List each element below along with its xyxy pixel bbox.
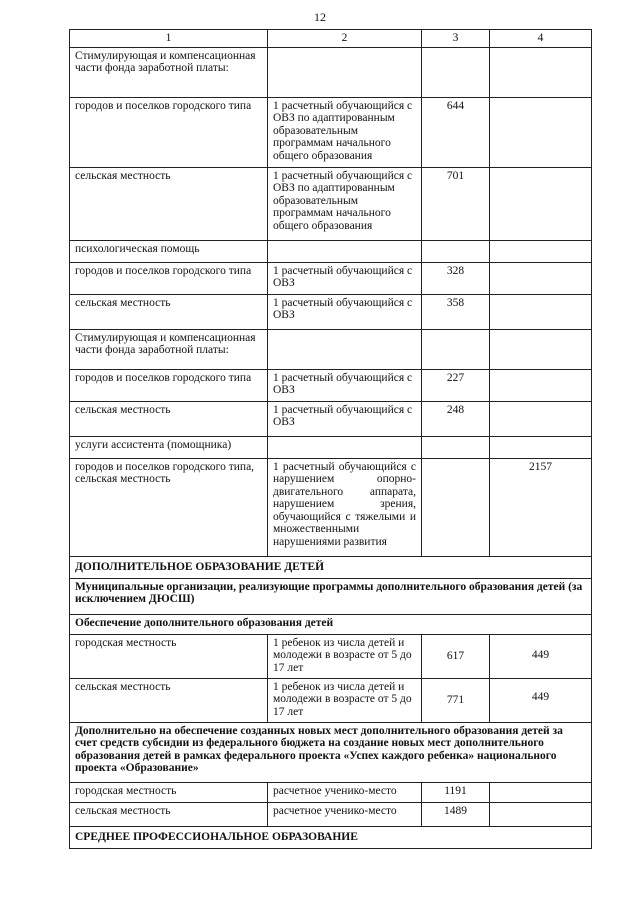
row-value-col3: 644	[422, 97, 490, 167]
row-label: городов и поселков городского типа, сельская местность	[70, 458, 268, 556]
section-row	[70, 556, 592, 578]
row-unit	[268, 47, 422, 97]
row-value-col4	[490, 47, 592, 97]
row-value-col4	[490, 97, 592, 167]
row-label: городская местность	[70, 782, 268, 802]
subsection-row	[70, 578, 592, 614]
row-unit: 1 расчетный обучающийся с ОВЗ	[268, 262, 422, 294]
row-label: городов и поселков городского типа	[70, 369, 268, 401]
row-label: городов и поселков городского типа	[70, 97, 268, 167]
row-value-col4	[490, 802, 592, 826]
row-value-col4	[490, 369, 592, 401]
row-unit: 1 расчетный обучающийся с ОВЗ по адаптированным образовательным программам начального общего образования	[268, 97, 422, 167]
row-label: Стимулирующая и компенсационная части фонда заработной платы:	[70, 329, 268, 369]
row-unit: 1 расчетный обучающийся с ОВЗ по адаптированным образовательным программам начального общего образования	[268, 167, 422, 240]
row-value-col3: 358	[422, 294, 490, 329]
row-value-col4	[490, 782, 592, 802]
tariff-table	[69, 29, 592, 849]
table-row	[70, 262, 592, 294]
row-label: городская местность	[70, 634, 268, 678]
subsection-row	[70, 722, 592, 782]
table-row	[70, 329, 592, 369]
row-label: Стимулирующая и компенсационная части фонда заработной платы:	[70, 47, 268, 97]
table-row	[70, 47, 592, 97]
table-row	[70, 240, 592, 262]
row-value-col4	[490, 329, 592, 369]
subsection-heading: Обеспечение дополнительного образования детей	[70, 614, 592, 634]
row-value-col4	[490, 436, 592, 458]
row-unit: расчетное ученико-место	[268, 782, 422, 802]
row-unit	[268, 329, 422, 369]
row-label: сельская местность	[70, 678, 268, 722]
page-number: 12	[314, 10, 326, 24]
row-value-col3: 1191	[422, 782, 490, 802]
section-heading: ДОПОЛНИТЕЛЬНОЕ ОБРАЗОВАНИЕ ДЕТЕЙ	[70, 556, 592, 578]
column-number-header	[70, 30, 592, 48]
table-row	[70, 782, 592, 802]
row-value-col4	[490, 167, 592, 240]
row-unit: 1 расчетный обучающийся с нарушением опорно-двигательного аппарата, нарушением зрения, обучающийся с тяжелыми и множественными нарушениями развития	[268, 458, 422, 556]
table-row	[70, 294, 592, 329]
row-label: сельская местность	[70, 401, 268, 436]
row-unit	[268, 240, 422, 262]
row-value-col4	[490, 262, 592, 294]
row-value-col4	[490, 294, 592, 329]
row-unit: 1 ребенок из числа детей и молодежи в возрасте от 5 до 17 лет	[268, 678, 422, 722]
column-header-3: 3	[422, 30, 490, 48]
row-value-col3	[422, 458, 490, 556]
row-unit: 1 расчетный обучающийся с ОВЗ	[268, 401, 422, 436]
row-unit: расчетное ученико-место	[268, 802, 422, 826]
row-label: услуги ассистента (помощника)	[70, 436, 268, 458]
row-label: городов и поселков городского типа	[70, 262, 268, 294]
row-value-col3: 227	[422, 369, 490, 401]
row-value-col3: 771	[422, 678, 490, 722]
subsection-heading: Дополнительно на обеспечение созданных новых мест дополнительного образования детей за счет средств субсидии из федерального бюджета на создание новых мест дополнительного образования детей в рамках федерального проекта «Успех каждого ребенка» национального проекта «Образование»	[70, 722, 592, 782]
row-label: психологическая помощь	[70, 240, 268, 262]
row-value-col4	[490, 240, 592, 262]
section-row	[70, 826, 592, 848]
row-value-col3: 1489	[422, 802, 490, 826]
table-row	[70, 802, 592, 826]
row-value-col4: 449	[490, 634, 592, 678]
row-label: сельская местность	[70, 294, 268, 329]
row-value-col3: 328	[422, 262, 490, 294]
row-value-col3	[422, 240, 490, 262]
subsection-heading: Муниципальные организации, реализующие программы дополнительного образования детей (за исключением ДЮСШ)	[70, 578, 592, 614]
row-value-col4: 449	[490, 678, 592, 722]
row-value-col3: 701	[422, 167, 490, 240]
row-value-col3	[422, 47, 490, 97]
row-unit	[268, 436, 422, 458]
table-row	[70, 458, 592, 556]
row-unit: 1 ребенок из числа детей и молодежи в возрасте от 5 до 17 лет	[268, 634, 422, 678]
table-row	[70, 167, 592, 240]
row-value-col3: 617	[422, 634, 490, 678]
table-row	[70, 401, 592, 436]
section-heading: СРЕДНЕЕ ПРОФЕССИОНАЛЬНОЕ ОБРАЗОВАНИЕ	[70, 826, 592, 848]
table-row	[70, 369, 592, 401]
row-unit: 1 расчетный обучающийся с ОВЗ	[268, 294, 422, 329]
row-unit: 1 расчетный обучающийся с ОВЗ	[268, 369, 422, 401]
table-row	[70, 678, 592, 722]
column-header-2: 2	[268, 30, 422, 48]
row-value-col3: 248	[422, 401, 490, 436]
column-header-4: 4	[490, 30, 592, 48]
table-row	[70, 436, 592, 458]
row-value-col4: 2157	[490, 458, 592, 556]
row-label: сельская местность	[70, 802, 268, 826]
subsection-row	[70, 614, 592, 634]
row-label: сельская местность	[70, 167, 268, 240]
row-value-col3	[422, 436, 490, 458]
table-row	[70, 97, 592, 167]
table-row	[70, 634, 592, 678]
row-value-col3	[422, 329, 490, 369]
column-header-1: 1	[70, 30, 268, 48]
row-value-col4	[490, 401, 592, 436]
